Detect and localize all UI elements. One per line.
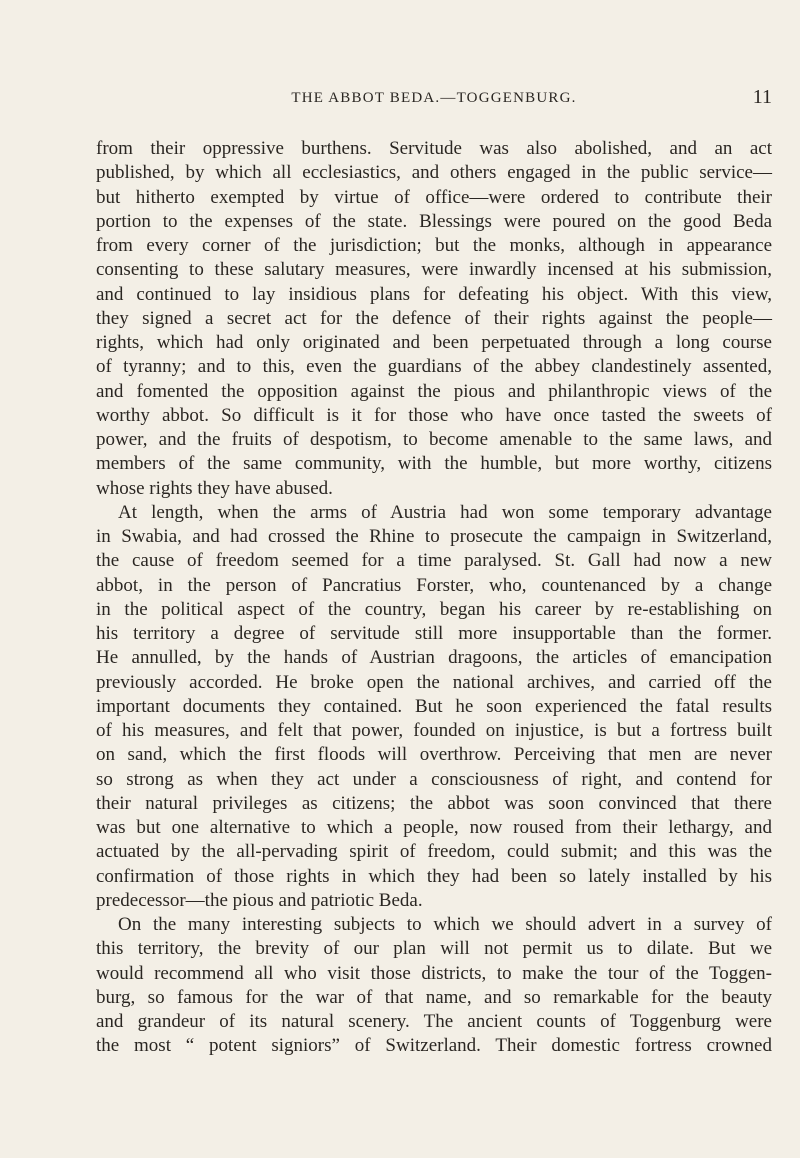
text-line: He annulled, by the hands of Austrian dragoons, the articles of emancipation — [96, 647, 772, 669]
text-line: published, by which all ecclesiastics, and others engaged in the public service— — [96, 162, 772, 184]
text-line: from their oppressive burthens. Servitude was also abolished, and an act — [96, 138, 772, 159]
text-line: would recommend all who visit those districts, to make the tour of the Toggen- — [96, 962, 772, 984]
text-line: consenting to these salutary measures, were inwardly incensed at his submission, — [96, 259, 772, 281]
text-line: their natural privileges as citizens; the abbot was soon convinced that there — [96, 792, 772, 814]
text-line: this territory, the brevity of our plan will not permit us to dilate. But we — [96, 938, 772, 960]
text-line: rights, which had only originated and been perpetuated through a long course — [96, 332, 772, 353]
text-line: but hitherto exempted by virtue of office—were ordered to contribute their — [96, 186, 772, 208]
text-line: previously accorded. He broke open the national archives, and carried off the — [96, 671, 772, 693]
text-line: the cause of freedom seemed for a time paralysed. St. Gall had now a new — [96, 550, 772, 572]
text-line: important documents they contained. But he soon experienced the fatal results — [96, 695, 772, 717]
text-line: worthy abbot. So difficult is it for those who have once tasted the sweets of — [96, 404, 772, 426]
text-line: was but one alternative to which a people, now roused from their lethargy, and — [96, 817, 772, 838]
text-line: they signed a secret act for the defence of their rights against the people— — [96, 307, 772, 329]
text-line: in Swabia, and had crossed the Rhine to prosecute the campaign in Switzerland, — [96, 526, 772, 547]
text-line: of his measures, and felt that power, founded on injustice, is but a fortress built — [96, 720, 772, 741]
text-line: and grandeur of its natural scenery. The ancient counts of Toggenburg were — [96, 1011, 772, 1032]
text-line: of tyranny; and to this, even the guardians of the abbey clandestinely assented, — [96, 356, 772, 378]
text-line: At length, when the arms of Austria had won some temporary advantage — [118, 501, 772, 523]
text-line: and continued to lay insidious plans for defeating his object. With this view, — [96, 283, 772, 305]
text-line: in the political aspect of the country, began his career by re-establishing on — [96, 598, 772, 620]
body-text — [96, 137, 772, 1059]
text-line: predecessor—the pious and patriotic Beda. — [96, 889, 423, 911]
text-line: abbot, in the person of Pancratius Forster, who, countenanced by a change — [96, 574, 772, 596]
text-line: the most “ potent signiors” of Switzerland. Their domestic fortress crowned — [96, 1035, 772, 1057]
text-line: actuated by the all-pervading spirit of freedom, could submit; and this was the — [96, 841, 772, 863]
text-line: confirmation of those rights in which they had been so lately installed by his — [96, 865, 772, 887]
text-line: power, and the fruits of despotism, to become amenable to the same laws, and — [96, 429, 772, 450]
running-title: THE ABBOT BEDA.—TOGGENBURG. — [291, 90, 577, 106]
text-line: whose rights they have abused. — [96, 477, 333, 499]
text-line: from every corner of the jurisdiction; but the monks, although in appearance — [96, 235, 772, 256]
text-line: so strong as when they act under a consciousness of right, and contend for — [96, 768, 772, 790]
text-line: On the many interesting subjects to which we should advert in a survey of — [118, 914, 772, 935]
page-number: 11 — [752, 86, 772, 108]
text-line: portion to the expenses of the state. Blessings were poured on the good Beda — [96, 210, 772, 232]
text-line: on sand, which the first floods will overthrow. Perceiving that men are never — [96, 744, 772, 766]
text-line: members of the same community, with the humble, but more worthy, citizens — [96, 453, 772, 475]
text-line: his territory a degree of servitude still more insupportable than the former. — [96, 623, 772, 644]
text-line: and fomented the opposition against the pious and philanthropic views of the — [96, 380, 772, 402]
text-line: burg, so famous for the war of that name, and so remarkable for the beauty — [96, 986, 772, 1008]
running-head — [96, 86, 772, 114]
